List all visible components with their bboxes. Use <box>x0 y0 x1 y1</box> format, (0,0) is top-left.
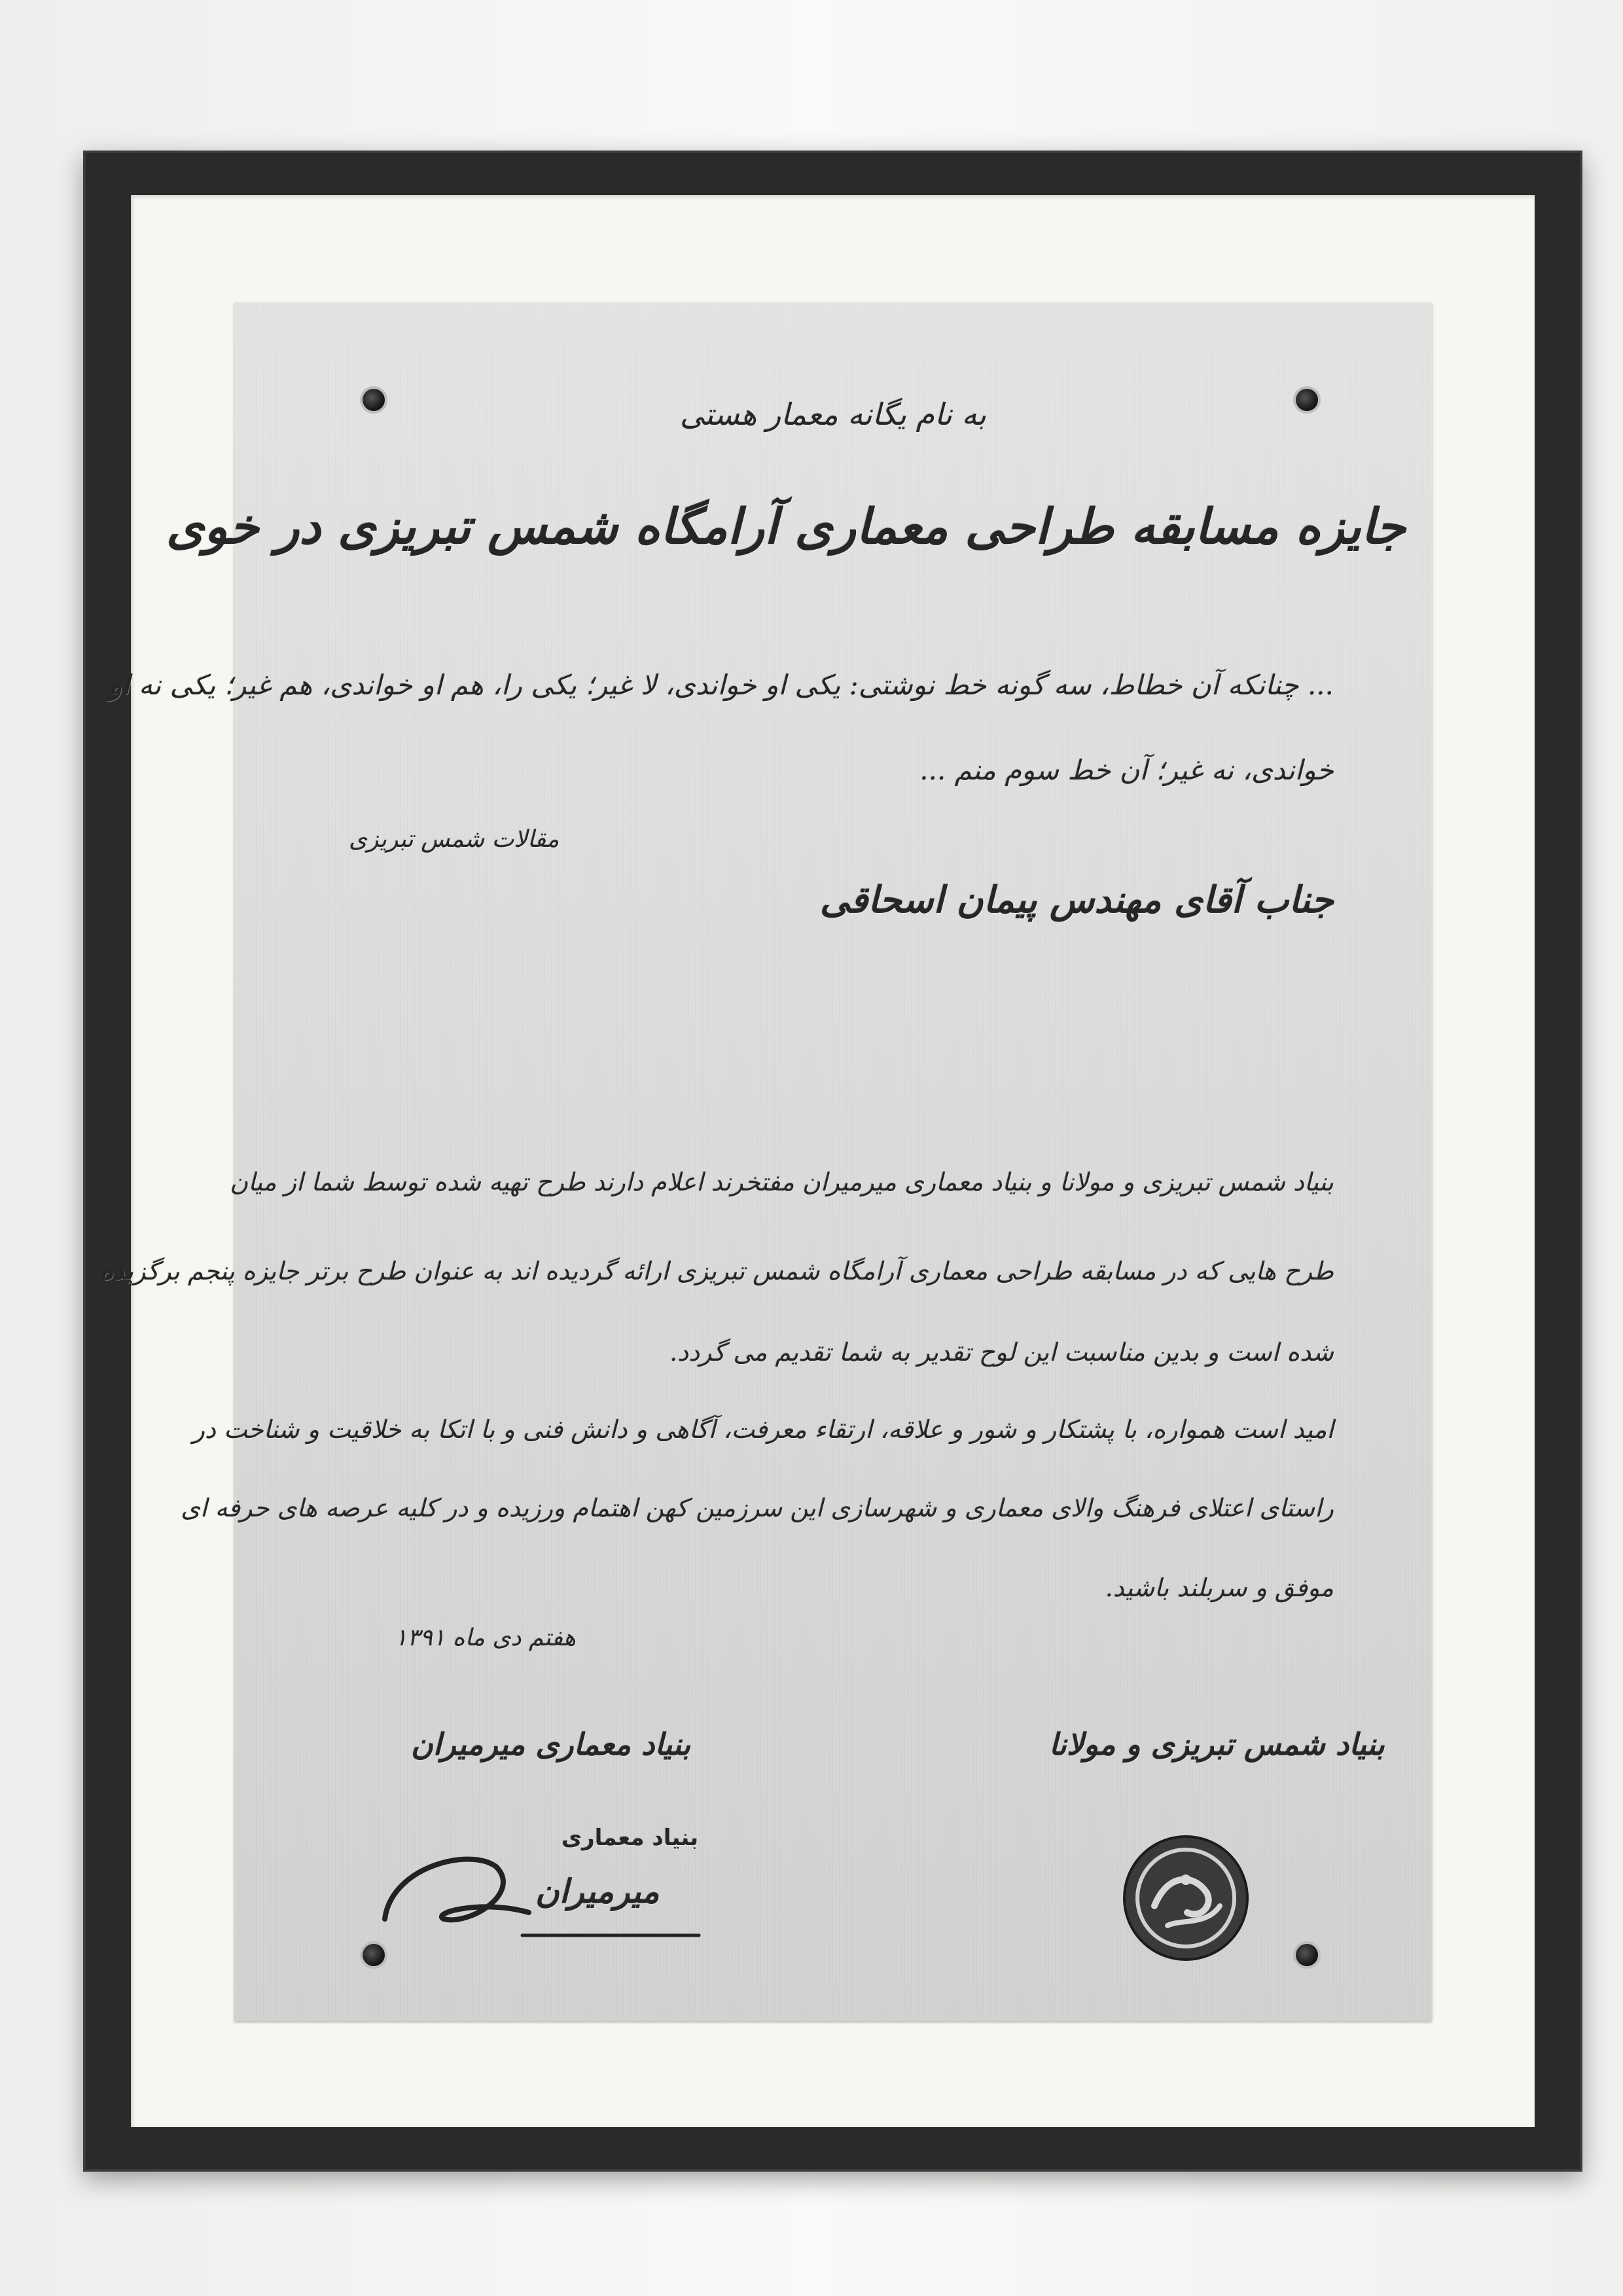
body-line-5: راستای اعتلای فرهنگ والای معماری و شهرسازی این سرزمین کهن اهتمام ورزیده و در کلیه عرصه های حرفه ای <box>181 1494 1334 1522</box>
signatory-right: بنیاد شمس تبریزی و مولانا <box>1049 1727 1385 1762</box>
body-line-4: امید است همواره، با پشتکار و شور و علاقه، ارتقاء معرفت، آگاهی و دانش فنی و با اتکا به خلاقیت و شناخت در <box>192 1415 1334 1444</box>
body-line-3: شده است و بدین مناسبت این لوح تقدیر به شما تقدیم می گردد. <box>669 1338 1334 1367</box>
award-plaque <box>100 302 1432 2021</box>
recipient-name: جناب آقای مهندس پیمان اسحاقی <box>819 878 1334 922</box>
signatory-left: بنیاد معماری میرمیران <box>411 1727 691 1762</box>
frame-mat <box>100 195 1535 2127</box>
picture-frame <box>83 151 1582 2172</box>
invocation-text: به نام یگانه معمار هستی <box>679 397 987 432</box>
issue-date: هفتم دی ماه ۱۳۹۱ <box>395 1624 577 1651</box>
quote-source: مقالات شمس تبریزی <box>349 826 560 853</box>
body-line-6: موفق و سربلند باشید. <box>1105 1573 1334 1602</box>
signature-scribble-icon <box>372 1821 712 1952</box>
quote-line-1: ... چنانکه آن خطاط، سه گونه خط نوشتی: یکی او خواندی، لا غیر؛ یکی را، هم او خواندی، هم غیر؛ یکی نه او <box>109 669 1334 701</box>
stamp-signature-name: میرمیران <box>535 1872 660 1910</box>
stamp-signature <box>372 1821 712 1952</box>
foundation-logo-icon <box>1122 1834 1250 1962</box>
screw-bottom-right <box>1296 1944 1318 1966</box>
plaque-title: جایزه مسابقه طراحی معماری آرامگاه شمس تبریزی در خوی <box>166 499 1406 555</box>
stamp-text: بنیاد معماری <box>562 1825 699 1851</box>
body-line-2: طرح هایی که در مسابقه طراحی معماری آرامگاه شمس تبریزی ارائه گردیده اند به عنوان طرح برتر جایزه پنجم برگزیده <box>100 1257 1334 1285</box>
quote-line-2: خواندی، نه غیر؛ آن خط سوم منم ... <box>919 754 1334 786</box>
body-line-1: بنیاد شمس تبریزی و مولانا و بنیاد معماری میرمیران مفتخرند اعلام دارند طرح تهیه شده توسط شما از میان <box>230 1168 1334 1196</box>
